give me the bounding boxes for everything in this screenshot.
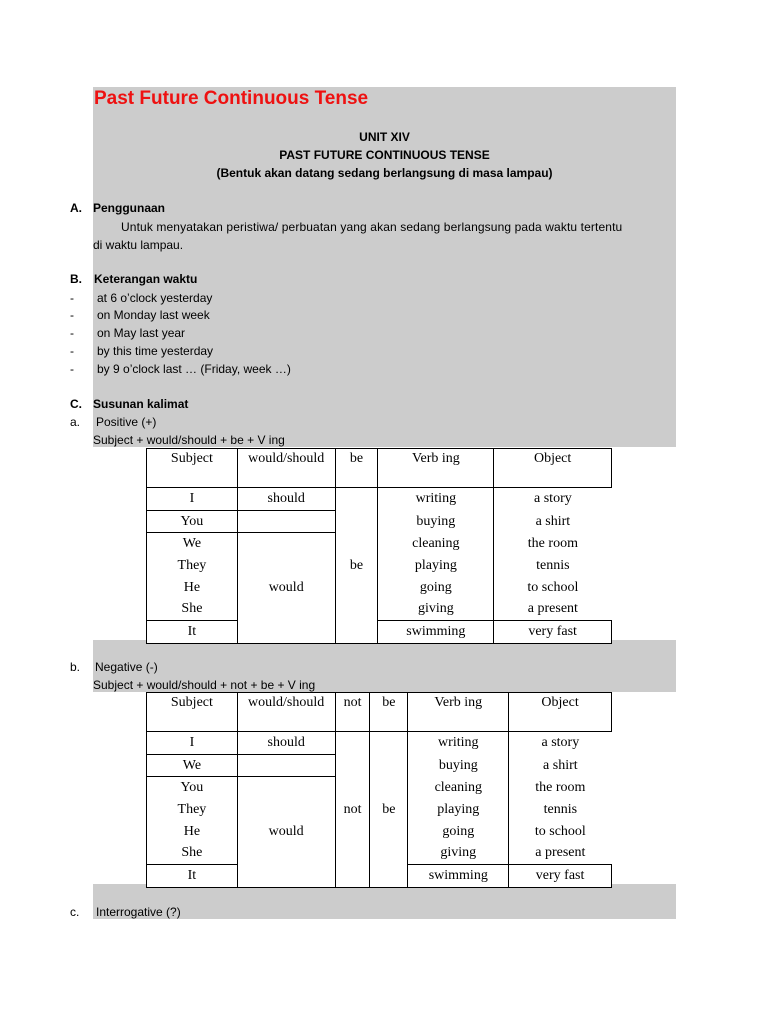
- negative-table: [146, 692, 612, 888]
- page-title: Past Future Continuous Tense: [94, 88, 369, 109]
- subject-cell: You: [147, 510, 238, 533]
- unit-subheading: (Bentuk akan datang sedang berlangsung di masa lampau): [216, 166, 553, 180]
- table-row: [147, 488, 612, 511]
- unit-heading: PAST FUTURE CONTINUOUS TENSE: [279, 148, 490, 162]
- object-cell: a story: [534, 491, 572, 507]
- object-cell: a shirt: [543, 757, 578, 773]
- verb-cell: giving: [408, 842, 509, 864]
- verb-cell: playing: [378, 555, 494, 577]
- verb-cell: cleaning: [408, 777, 509, 799]
- object-cell: to school: [527, 579, 579, 595]
- object-cell: very fast: [509, 865, 612, 888]
- object-cell: a present: [527, 601, 578, 617]
- interrogative-label: c.: [70, 905, 80, 919]
- subject-cell: You: [180, 780, 204, 796]
- bullet-dash: -: [70, 344, 74, 358]
- interrogative-title: Interrogative (?): [96, 905, 181, 919]
- bullet-dash: -: [70, 326, 74, 340]
- modal-cell: would: [237, 777, 335, 887]
- time-item: at 6 o’clock yesterday: [97, 291, 213, 305]
- header-modal: would/should: [237, 449, 335, 488]
- verb-cell: swimming: [408, 865, 509, 888]
- subject-cell: They: [177, 558, 207, 574]
- positive-label: a.: [70, 415, 81, 429]
- object-cell: a shirt: [535, 513, 571, 529]
- time-item: on May last year: [97, 326, 186, 340]
- subject-cell: They: [177, 802, 207, 818]
- subject-cell: He: [183, 823, 201, 839]
- header-verb: Verb ing: [408, 693, 509, 732]
- positive-table: [146, 448, 612, 644]
- table-row: [147, 621, 612, 644]
- modal-cell: would: [237, 533, 335, 643]
- subject-cell: I: [147, 732, 238, 755]
- bullet-dash: -: [70, 308, 74, 322]
- modal-cell: should: [237, 732, 335, 755]
- header-verb: Verb ing: [378, 449, 494, 488]
- positive-formula: Subject + would/should + be + V ing: [93, 433, 285, 447]
- section-c-title: Susunan kalimat: [93, 397, 189, 411]
- positive-title: Positive (+): [96, 415, 157, 429]
- header-modal: would/should: [237, 693, 335, 732]
- subject-cell: It: [147, 865, 238, 888]
- object-cell: the room: [535, 779, 586, 795]
- object-cell: tennis: [536, 557, 570, 573]
- unit-label: UNIT XIV: [359, 130, 410, 144]
- time-item: by this time yesterday: [97, 344, 214, 358]
- section-a-label: A.: [70, 201, 82, 215]
- negative-formula: Subject + would/should + not + be + V ing: [93, 678, 316, 692]
- section-a-line1: Untuk menyatakan peristiwa/ perbuatan yang akan sedang berlangsung pada waktu tertentu: [121, 220, 623, 234]
- subject-group: [147, 533, 238, 621]
- section-b-label: B.: [70, 272, 82, 286]
- object-cell: to school: [534, 823, 586, 839]
- header-subject: Subject: [147, 449, 238, 488]
- negative-title: Negative (-): [95, 660, 158, 674]
- object-cell: very fast: [494, 621, 612, 644]
- section-c-label: C.: [70, 397, 82, 411]
- bullet-dash: -: [70, 291, 74, 305]
- verb-cell: writing: [408, 732, 509, 755]
- subject-cell: I: [147, 488, 238, 511]
- subject-group: [147, 777, 238, 865]
- object-cell: a present: [535, 845, 586, 861]
- modal-cell-empty: [237, 754, 335, 777]
- subject-cell: We: [147, 754, 238, 777]
- verb-cell: playing: [408, 799, 509, 821]
- header-object: Object: [494, 449, 612, 488]
- subject-cell: She: [181, 845, 203, 861]
- verb-cell: buying: [408, 754, 509, 777]
- header-not: not: [335, 693, 370, 732]
- header-subject: Subject: [147, 693, 238, 732]
- subject-cell: She: [181, 601, 203, 617]
- verb-cell: writing: [378, 488, 494, 511]
- modal-cell: should: [237, 488, 335, 511]
- be-cell: be: [335, 488, 378, 644]
- verb-cell: swimming: [378, 621, 494, 644]
- table-row: [147, 533, 612, 555]
- modal-cell-empty: [237, 510, 335, 533]
- object-cell: tennis: [543, 801, 578, 817]
- time-item: by 9 o’clock last … (Friday, week …): [97, 362, 291, 376]
- be-cell: be: [370, 732, 408, 888]
- section-a-line2: di waktu lampau.: [93, 238, 184, 252]
- object-cell: the room: [527, 535, 578, 551]
- header-be: be: [335, 449, 378, 488]
- subject-cell: He: [183, 579, 201, 595]
- section-a-title: Penggunaan: [93, 201, 166, 215]
- verb-cell: going: [408, 821, 509, 843]
- subject-cell: It: [147, 621, 238, 644]
- header-object: Object: [509, 693, 612, 732]
- table-row: [147, 510, 612, 533]
- verb-cell: cleaning: [378, 533, 494, 555]
- verb-cell: going: [378, 577, 494, 599]
- bullet-dash: -: [70, 362, 74, 376]
- time-item: on Monday last week: [97, 308, 210, 322]
- not-cell: not: [335, 732, 370, 888]
- verb-cell: giving: [378, 598, 494, 620]
- negative-label: b.: [70, 660, 81, 674]
- object-cell: a story: [541, 735, 580, 751]
- header-be: be: [370, 693, 408, 732]
- subject-cell: We: [182, 536, 202, 552]
- verb-cell: buying: [378, 510, 494, 533]
- section-b-title: Keterangan waktu: [94, 272, 198, 286]
- table-row: [147, 732, 612, 755]
